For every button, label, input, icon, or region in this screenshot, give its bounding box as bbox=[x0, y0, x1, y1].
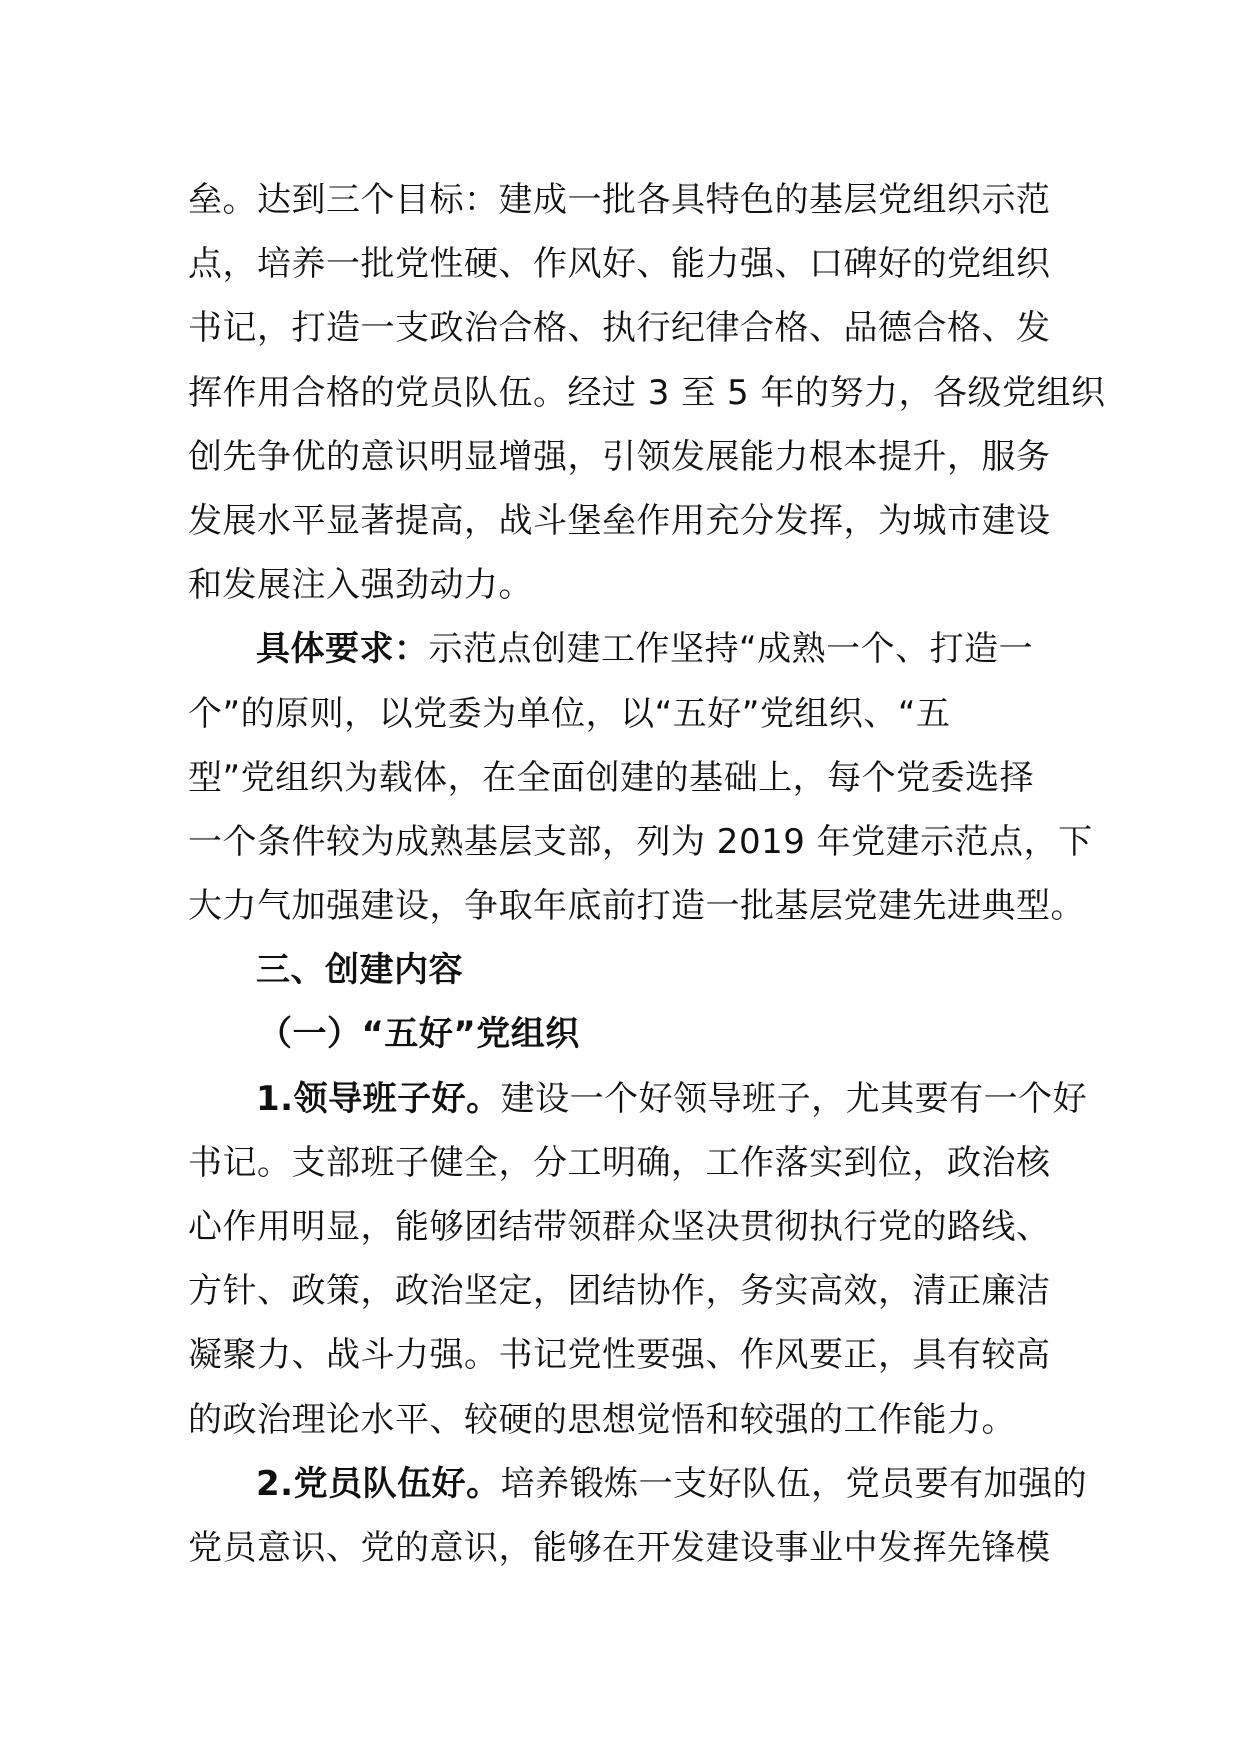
inline-heading: 2.党员队伍好。 bbox=[256, 1463, 501, 1504]
text-line bbox=[188, 296, 1058, 360]
line-text: 创先争优的意识明显增强，引领发展能力根本提升，服务 bbox=[188, 436, 1051, 477]
text-line bbox=[188, 1259, 1058, 1323]
line-text: 心作用明显，能够团结带领群众坚决贯彻执行党的路线、 bbox=[188, 1207, 1051, 1247]
line-text: 的政治理论水平、较硬的思想觉悟和较强的工作能力。 bbox=[188, 1399, 1016, 1440]
line-text: 挥作用合格的党员队伍。经过 3 至 5 年的努力，各级党组织 bbox=[188, 372, 1106, 413]
line-text: 大力气加强建设，争取年底前打造一批基层党建先进典型。 bbox=[188, 886, 1085, 927]
line-text: 培养锻炼一支好队伍，党员要有加强的 bbox=[500, 1463, 1088, 1504]
text-line bbox=[188, 1131, 1058, 1195]
text-line bbox=[188, 746, 1058, 810]
text-line bbox=[188, 232, 1058, 296]
line-text: 方针、政策，政治坚定，团结协作，务实高效，清正廉洁 bbox=[188, 1271, 1051, 1312]
line-text: 个”的原则，以党委为单位，以“五好”党组织、“五 bbox=[188, 693, 951, 734]
heading-text: 三、创建内容 bbox=[256, 950, 463, 991]
text-line bbox=[188, 168, 1058, 232]
heading-text: （一）“五好”党组织 bbox=[258, 1014, 580, 1055]
line-text: 一个条件较为成熟基层支部，列为 2019 年党建示范点，下 bbox=[188, 821, 1093, 862]
line-text: 点，培养一批党性硬、作风好、能力强、口碑好的党组织 bbox=[188, 244, 1051, 285]
text-line bbox=[188, 874, 1085, 938]
line-text: 党员意识、党的意识，能够在开发建设事业中发挥先锋模 bbox=[188, 1527, 1051, 1568]
line-text: 建设一个好领导班子，尤其要有一个好 bbox=[500, 1078, 1088, 1119]
document-body bbox=[188, 168, 1106, 1580]
line-text: 示范点创建工作坚持“成熟一个、打造一 bbox=[428, 629, 1034, 670]
line-text: 型”党组织为载体，在全面创建的基础上，每个党委选择 bbox=[188, 757, 1035, 798]
text-line bbox=[188, 425, 1058, 489]
paragraph-start-line bbox=[188, 1067, 1088, 1131]
inline-heading: 1.领导班子好。 bbox=[256, 1078, 501, 1119]
text-line bbox=[188, 361, 1106, 425]
line-text: 凝聚力、战斗力强。书记党性要强、作风要正，具有较高 bbox=[188, 1335, 1051, 1376]
section-heading bbox=[188, 938, 1058, 1002]
text-line bbox=[188, 1516, 1058, 1580]
line-text: 发展水平显著提高，战斗堡垒作用充分发挥，为城市建设 bbox=[188, 500, 1051, 541]
line-text: 和发展注入强劲动力。 bbox=[188, 565, 533, 606]
text-line bbox=[188, 810, 1093, 874]
text-line bbox=[188, 1323, 1058, 1387]
subsection-heading bbox=[188, 1002, 1058, 1066]
line-text: 垒。达到三个目标：建成一批各具特色的基层党组织示范 bbox=[188, 180, 1051, 220]
paragraph-start-line bbox=[188, 1452, 1088, 1516]
line-text: 书记，打造一支政治合格、执行纪律合格、品德合格、发 bbox=[188, 308, 1051, 349]
line-text: 书记。支部班子健全，分工明确，工作落实到位，政治核 bbox=[188, 1142, 1051, 1183]
text-line bbox=[188, 489, 1058, 553]
text-line bbox=[188, 1195, 1058, 1259]
text-line bbox=[188, 553, 1058, 617]
text-line bbox=[188, 1388, 1058, 1452]
inline-heading: 具体要求： bbox=[256, 629, 429, 670]
text-line bbox=[188, 682, 1058, 746]
paragraph-start-line bbox=[188, 617, 1058, 681]
